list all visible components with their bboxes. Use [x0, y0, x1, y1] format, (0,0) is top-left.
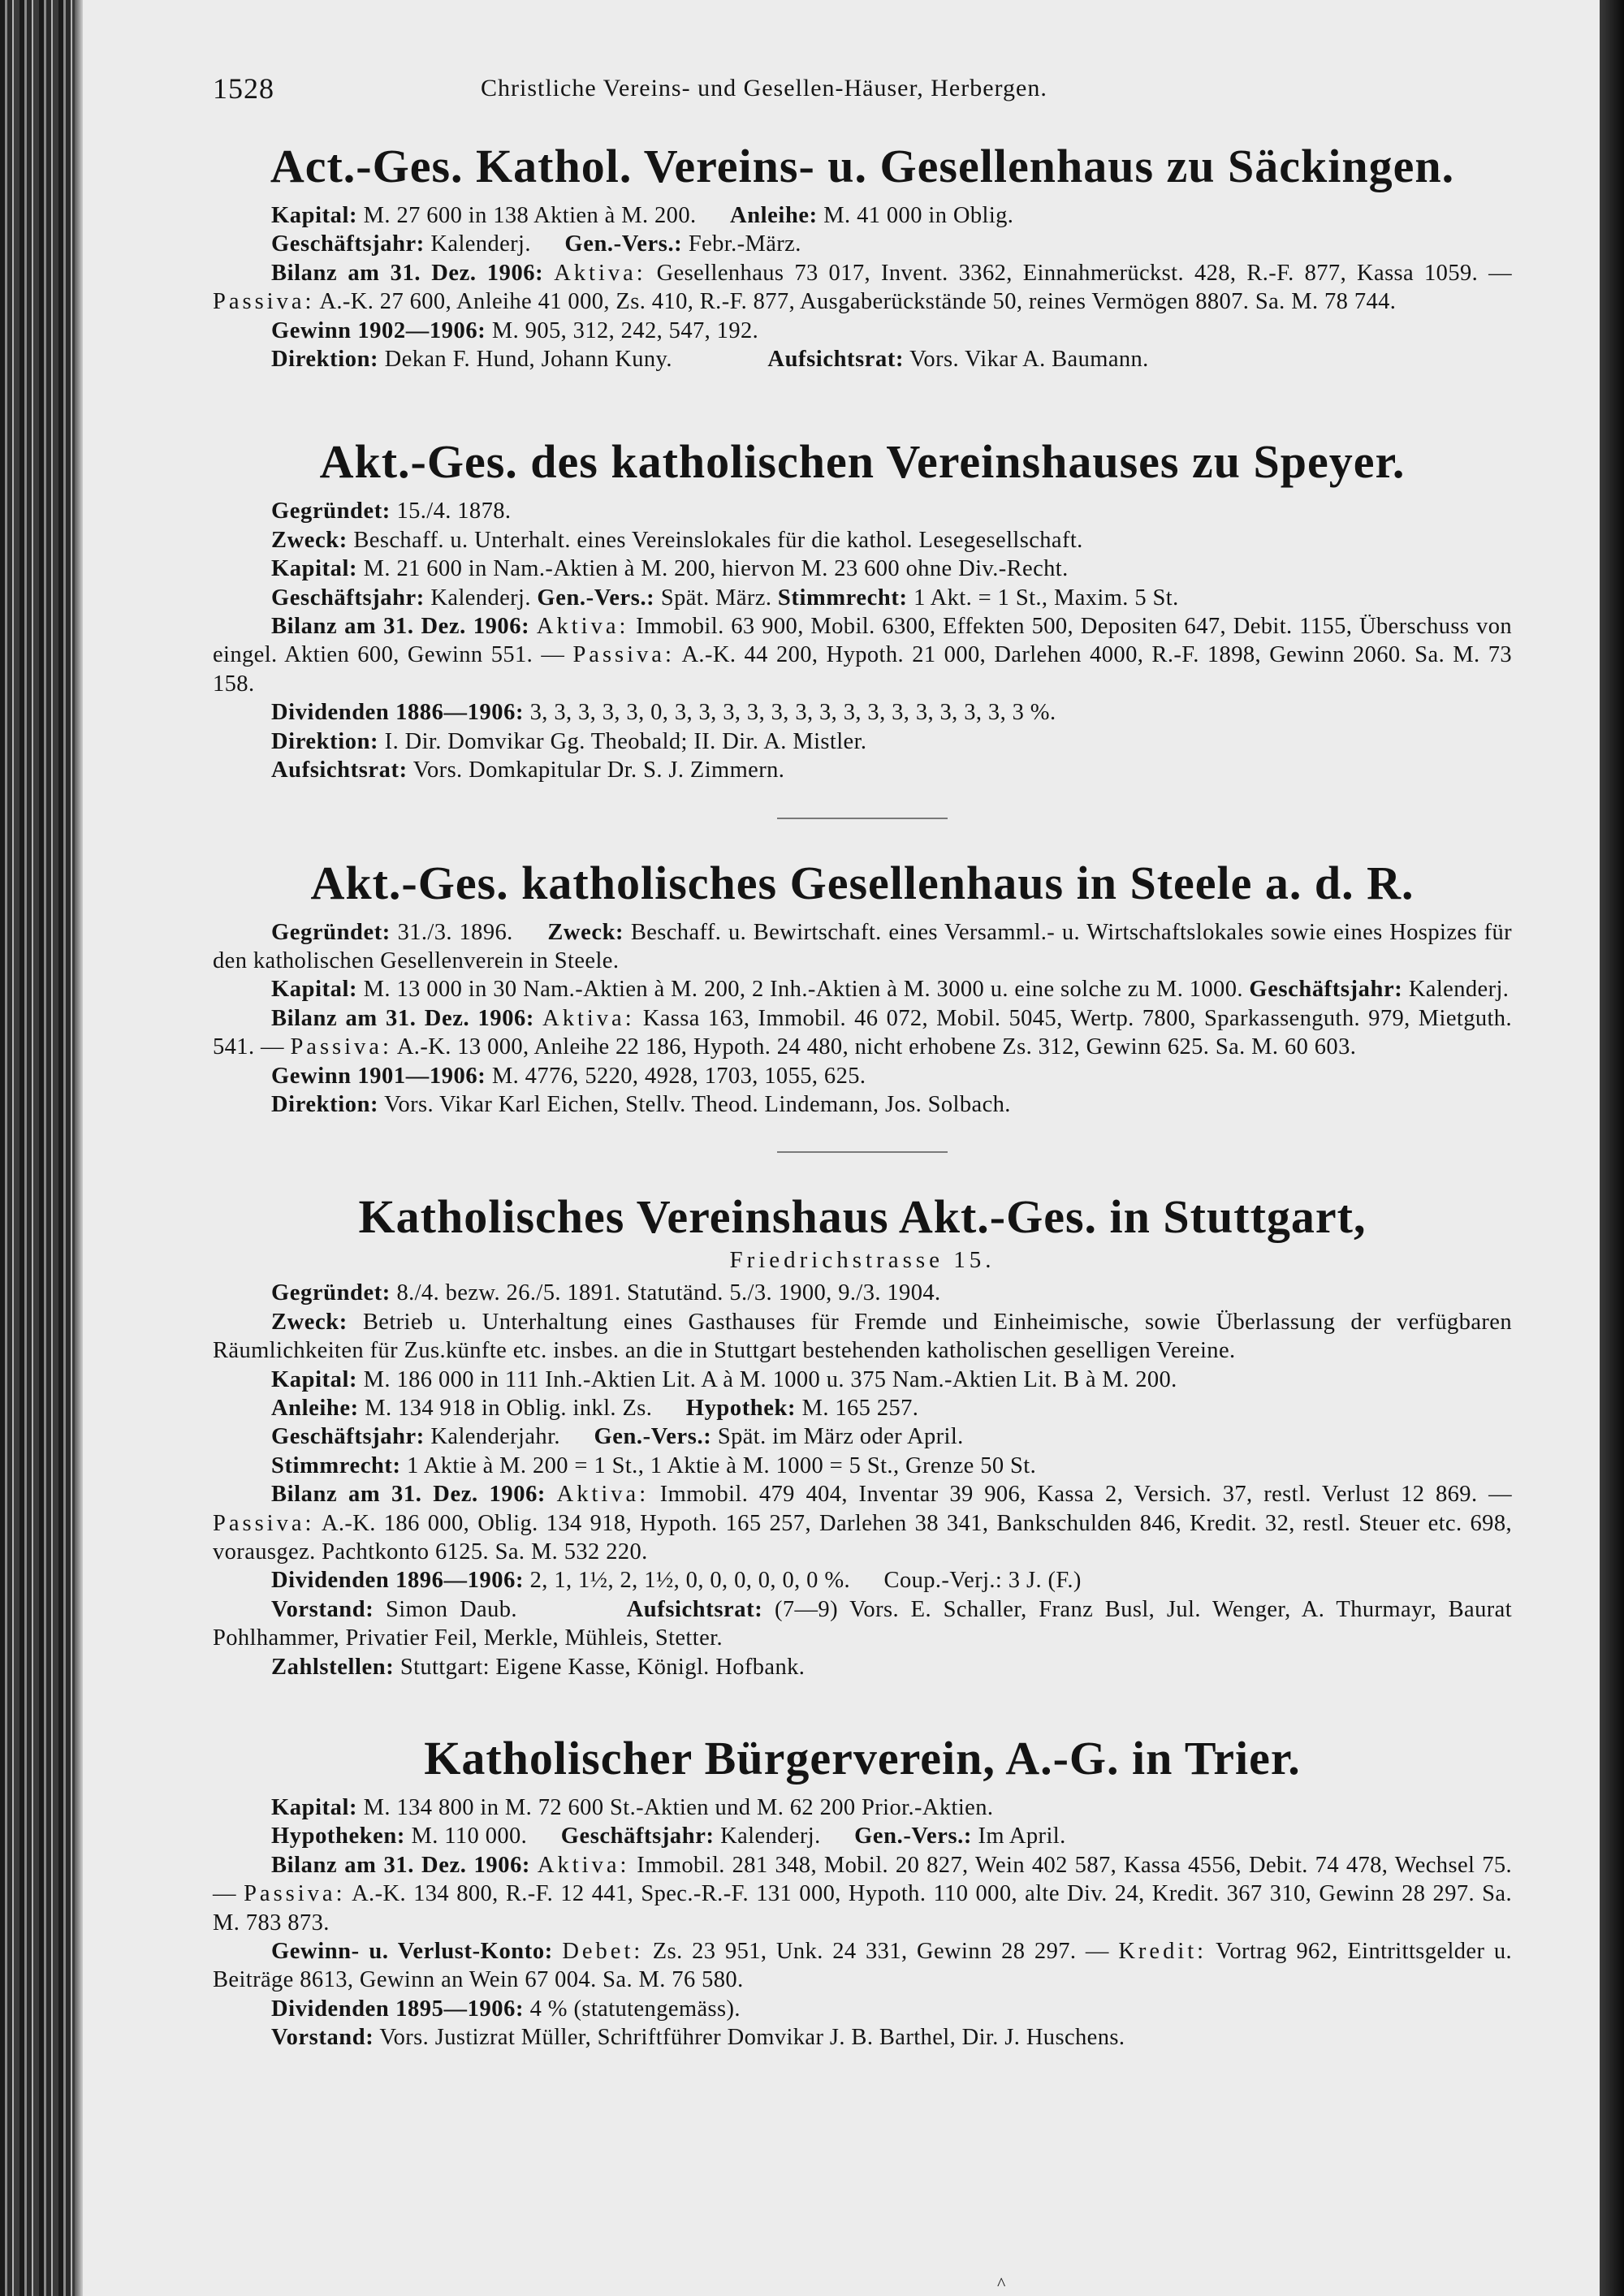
- dividenden-line: Dividenden 1886—1906: 3, 3, 3, 3, 3, 0, 3, 3, 3, 3, 3, 3, 3, 3, 3, 3, 3, 3, 3, 3, 3 %.: [271, 700, 1056, 726]
- direktion-line: Direktion: Dekan F. Hund, Johann Kuny. Aufsichtsrat: Vors. Vikar A. Baumann.: [271, 347, 1149, 373]
- vorstand-line: Vorstand: Vors. Justizrat Müller, Schriftführer Domvikar J. B. Barthel, Dir. J. Huschens.: [271, 2025, 1125, 2051]
- divider-rule: [777, 1151, 948, 1153]
- gegruendet-line: Gegründet: 8./4. bezw. 26./5. 1891. Statutänd. 5./3. 1900, 9./3. 1904.: [271, 1280, 941, 1306]
- page: [213, 71, 1512, 2052]
- kapital-paragraph: Kapital: M. 13 000 in 30 Nam.-Aktien à M. 200, 2 Inh.-Aktien à M. 3000 u. eine solche zu M. 1000. Geschäftsjahr: Kalenderj.: [271, 977, 1510, 1003]
- entry-title: Katholischer Bürgerverein, A.-G. in Trier.: [424, 1732, 1301, 1785]
- kapital-line: Kapital: M. 134 800 in M. 72 600 St.-Aktien und M. 62 200 Prior.-Aktien.: [271, 1795, 994, 1821]
- book-spine: [0, 0, 75, 2296]
- entry-spacer: [213, 373, 1512, 416]
- direktion-line: Direktion: Vors. Vikar Karl Eichen, Stellv. Theod. Lindemann, Jos. Solbach.: [271, 1091, 1011, 1117]
- entry-title: Akt.-Ges. des katholischen Vereinshauses zu Speyer.: [319, 435, 1406, 489]
- entry-address: Friedrichstrasse 15.: [729, 1247, 996, 1274]
- entry-stuttgart: [213, 1189, 1512, 1681]
- running-title: Christliche Vereins- und Gesellen-Häuser, Herbergen.: [481, 75, 1047, 101]
- gewinn-verlust-paragraph: Gewinn- u. Verlust-Konto: Debet: Zs. 23 951, Unk. 24 331, Gewinn 28 297. — Kredit: Vortrag 962, Eintrittsgelder u. Beiträge 8613, Gewinn an Wein 67 004. Sa. M. 76 580.: [213, 1939, 1513, 1993]
- bilanz-paragraph: Bilanz am 31. Dez. 1906: Aktiva: Immobil. 479 404, Inventar 39 906, Kassa 2, Versich. 37, restl. Verlust 12 869. — Passiva: A.-K. 186 000, Oblig. 134 918, Hypoth. 165 257, Darlehen 38 341, Bankschulden 846, Kredit. 32, restl. Steuer etc. 698, vorausgez. Pachtkonto 6125. Sa. M. 532 220.: [213, 1482, 1512, 1564]
- divider-rule: [777, 818, 948, 819]
- anleihe-line: Anleihe: M. 134 918 in Oblig. inkl. Zs. Hypothek: M. 165 257.: [271, 1395, 919, 1421]
- geschaeftsjahr-line: Geschäftsjahr: Kalenderj. Gen.-Vers.: Spät. März. Stimmrecht: 1 Akt. = 1 St., Maxim. 5 St.: [271, 585, 1179, 611]
- kapital-line: Kapital: M. 21 600 in Nam.-Aktien à M. 200, hiervon M. 23 600 ohne Div.-Recht.: [271, 556, 1069, 582]
- direktion-line: Direktion: I. Dir. Domvikar Gg. Theobald; II. Dir. A. Mistler.: [271, 728, 867, 754]
- bilanz-paragraph: Bilanz am 31. Dez. 1906: Aktiva: Immobil. 281 348, Mobil. 20 827, Wein 402 587, Kassa 4556, Debit. 74 478, Wechsel 75. — Passiva: A.-K. 134 800, R.-F. 12 441, Spec.-R.-F. 131 000, Hypoth. 110 000, alte Div. 24, Kredit. 367 310, Gewinn 28 297. Sa. M. 783 873.: [213, 1852, 1513, 1936]
- page-number: 1528: [213, 72, 274, 105]
- gewinn-line: Gewinn 1901—1906: M. 4776, 5220, 4928, 1703, 1055, 625.: [271, 1063, 866, 1089]
- dividenden-line: Dividenden 1895—1906: 4 % (statutengemäss).: [271, 1996, 741, 2022]
- vorstand-paragraph: Vorstand: Simon Daub. Aufsichtsrat: (7—9) Vors. E. Schaller, Franz Busl, Jul. Wenger, A. Thurmayr, Baurat Pohlhammer, Privatier Feil, Merkle, Mühleis, Stetter.: [213, 1596, 1513, 1651]
- bilanz-paragraph: Bilanz am 31. Dez. 1906: Aktiva: Kassa 163, Immobil. 46 072, Mobil. 5045, Wertp. 7800, Sparkassenguth. 979, Mietguth. 541. — Passiva: A.-K. 13 000, Anleihe 22 186, Hypoth. 24 480, nicht erhobene Zs. 312, Gewinn 625. Sa. M. 60 603.: [213, 1005, 1512, 1060]
- kapital-line: Kapital: M. 27 600 in 138 Aktien à M. 200. Anleihe: M. 41 000 in Oblig.: [271, 203, 1014, 228]
- geschaeftsjahr-line: Geschäftsjahr: Kalenderj. Gen.-Vers.: Febr.-März.: [271, 231, 801, 257]
- entry-trier: [213, 1730, 1512, 2052]
- zweck-paragraph: Zweck: Betrieb u. Unterhaltung eines Gasthauses für Fremde und Einheimische, sowie Überlassung der verfügbaren Räumlichkeiten für Zus.künfte etc. insbes. an die in Stuttgart bestehenden katholischen geselligen Vereine.: [213, 1309, 1512, 1364]
- bilanz-paragraph: Bilanz am 31. Dez. 1906: Aktiva: Immobil. 63 900, Mobil. 6300, Effekten 500, Depositen 647, Debit. 1155, Überschuss von eingel. Aktien 600, Gewinn 551. — Passiva: A.-K. 44 200, Hypoth. 21 000, Darlehen 4000, R.-F. 1898, Gewinn 2060. Sa. M. 73 158.: [213, 614, 1513, 697]
- entry-spacer: [213, 1681, 1512, 1730]
- zahlstellen-line: Zahlstellen: Stuttgart: Eigene Kasse, Königl. Hofbank.: [271, 1654, 806, 1680]
- entry-steele: [213, 855, 1512, 1120]
- dividenden-line: Dividenden 1896—1906: 2, 1, 1½, 2, 1½, 0, 0, 0, 0, 0, 0 %. Coup.-Verj.: 3 J. (F.): [271, 1568, 1082, 1594]
- aufsichtsrat-line: Aufsichtsrat: Vors. Domkapitular Dr. S. J. Zimmern.: [271, 757, 785, 783]
- entry-speyer: [213, 434, 1512, 784]
- gewinn-line: Gewinn 1902—1906: M. 905, 312, 242, 547, 192.: [271, 317, 759, 343]
- page-edge-shadow: [1600, 0, 1624, 2296]
- gegruendet-zweck-paragraph: Gegründet: 31./3. 1896. Zweck: Beschaff. u. Bewirtschaft. eines Versamml.- u. Wirtschaftslokales sowie eines Hospizes für den katholischen Gesellenverein in Steele.: [213, 919, 1513, 973]
- spine-shadow: [75, 0, 83, 2296]
- running-head: [213, 71, 1512, 120]
- gegruendet-line: Gegründet: 15./4. 1878.: [271, 498, 512, 524]
- geschaeftsjahr-line: Geschäftsjahr: Kalenderjahr. Gen.-Vers.: Spät. im März oder April.: [271, 1424, 964, 1450]
- entry-title: Akt.-Ges. katholisches Gesellenhaus in Steele a. d. R.: [310, 856, 1415, 909]
- entry-saeckingen: [213, 138, 1512, 373]
- entry-title: Katholisches Vereinshaus Akt.-Ges. in Stuttgart,: [358, 1190, 1367, 1244]
- kapital-line: Kapital: M. 186 000 in 111 Inh.-Aktien Lit. A à M. 1000 u. 375 Nam.-Aktien Lit. B à M. 200.: [271, 1366, 1177, 1392]
- zweck-line: Zweck: Beschaff. u. Unterhalt. eines Vereinslokales für die kathol. Lesegesellschaft.: [271, 527, 1083, 553]
- hypotheken-line: Hypotheken: M. 110 000. Geschäftsjahr: Kalenderj. Gen.-Vers.: Im April.: [271, 1823, 1066, 1849]
- entry-title: Act.-Ges. Kathol. Vereins- u. Gesellenhaus zu Säckingen.: [270, 140, 1455, 192]
- stimmrecht-line: Stimmrecht: 1 Aktie à M. 200 = 1 St., 1 Aktie à M. 1000 = 5 St., Grenze 50 St.: [271, 1452, 1037, 1478]
- bilanz-paragraph: Bilanz am 31. Dez. 1906: Aktiva: Gesellenhaus 73 017, Invent. 3362, Einnahmerückst. 428, R.-F. 877, Kassa 1059. — Passiva: A.-K. 27 600, Anleihe 41 000, Zs. 410, R.-F. 877, Ausgaberückstände 50, reines Vermögen 8807. Sa. M. 78 744.: [213, 260, 1512, 315]
- footer-mark: ^: [997, 2273, 1006, 2294]
